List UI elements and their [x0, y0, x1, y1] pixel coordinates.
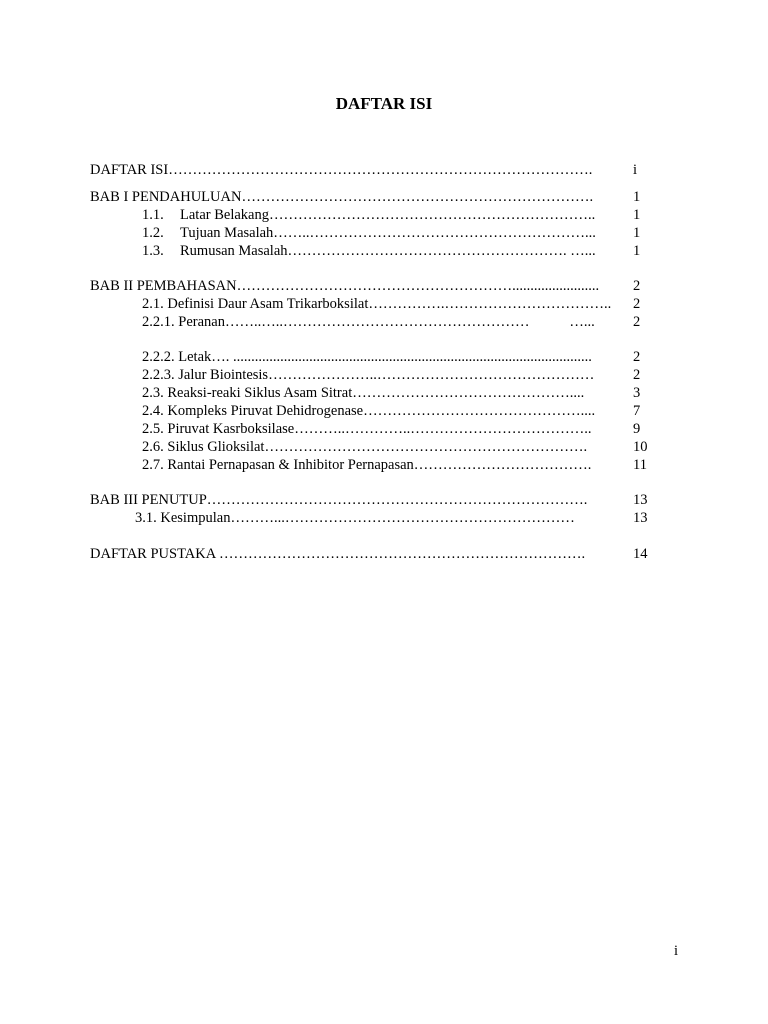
toc-entry-text: 2.3. Reaksi-reaki Siklus Asam Sitrat……………………………………….... [142, 385, 585, 401]
toc-entry [0, 188, 768, 206]
toc-entry [0, 277, 768, 295]
toc-entry-page: 2 [633, 367, 641, 383]
toc-entry-text: 2.4. Kompleks Piruvat Dehidrogenase……………………………………….... [142, 403, 596, 419]
toc-entry-page: 14 [633, 546, 648, 562]
toc-entry-number: 1.3. [142, 243, 164, 259]
toc-entry-text: 2.2.2. Letak…. ................................................................................................... [142, 349, 592, 365]
toc-entry-page: 3 [633, 385, 641, 401]
toc-entry-text: Rumusan Masalah…………………………………………………. …... [180, 243, 596, 259]
toc-entry-text: Latar Belakang………………………………………………………….. [180, 207, 596, 223]
toc-entry-page: 10 [633, 439, 648, 455]
toc-entry-text: BAB II PEMBAHASAN…………………………………………………........................ [90, 278, 600, 294]
toc-entry [0, 545, 768, 563]
toc-entry [0, 206, 768, 224]
toc-entry-text: 3.1. Kesimpulan………...…………………………………………………… [135, 510, 575, 526]
toc-entry [0, 161, 768, 179]
page-number: i [674, 943, 679, 959]
toc-entry [0, 384, 768, 402]
toc-entry-text: 2.2.1. Peranan……..…..…………………………………………… …... [142, 314, 595, 330]
toc-entry-page: 13 [633, 510, 648, 526]
toc-entry-text: Tujuan Masalah……..…………………………………………………... [180, 225, 596, 241]
toc-entry-text: DAFTAR PUSTAKA …………………………………………………………………. [90, 546, 586, 562]
toc-entry-page: 2 [633, 314, 641, 330]
toc-entry-page: 1 [633, 225, 641, 241]
toc-entry-page: 13 [633, 492, 648, 508]
toc-entry-page: 2 [633, 349, 641, 365]
toc-entry-text: 2.2.3. Jalur Biointesis…………………..……………………………………… [142, 367, 595, 383]
toc-entry [0, 224, 768, 242]
toc-entry-page: 1 [633, 243, 641, 259]
toc-entry-page: 1 [633, 189, 641, 205]
toc-entry-page: 2 [633, 278, 641, 294]
toc-entry-page: 9 [633, 421, 641, 437]
toc-entry [0, 402, 768, 420]
toc-entry-page: 11 [633, 457, 647, 473]
toc-entry-number: 1.2. [142, 225, 164, 241]
toc-entry-page: i [633, 162, 638, 178]
toc-entry [0, 456, 768, 474]
toc-entry [0, 348, 768, 366]
toc-entry [0, 366, 768, 384]
toc-entry-text: DAFTAR ISI……………………………………………………………………………. [90, 162, 593, 178]
toc-entry-text: 2.6. Siklus Glioksilat…………………………………………………………. [142, 439, 588, 455]
toc-entry [0, 242, 768, 260]
toc-entry-number: 1.1. [142, 207, 164, 223]
toc-entry-text: 2.5. Piruvat Kasrboksilase………..…………..……………………………….. [142, 421, 592, 437]
toc-entry-text: 2.1. Definisi Daur Asam Trikarboksilat…………….…………………………….. [142, 296, 612, 312]
toc-entry [0, 438, 768, 456]
page-title: DAFTAR ISI [335, 94, 433, 113]
toc-entry-page: 7 [633, 403, 641, 419]
toc-entry [0, 491, 768, 509]
toc-entry-text: 2.7. Rantai Pernapasan & Inhibitor Pernapasan………………………………. [142, 457, 592, 473]
toc-entry-page: 1 [633, 207, 641, 223]
toc-entry [0, 509, 768, 527]
toc-entry-text: BAB I PENDAHULUAN………………………………………………………………. [90, 189, 594, 205]
toc-entry [0, 313, 768, 331]
toc-entry-text: BAB III PENUTUP……………………………………………………………………. [90, 492, 588, 508]
toc-entry-page: 2 [633, 296, 641, 312]
toc-entry [0, 295, 768, 313]
toc-entry [0, 420, 768, 438]
